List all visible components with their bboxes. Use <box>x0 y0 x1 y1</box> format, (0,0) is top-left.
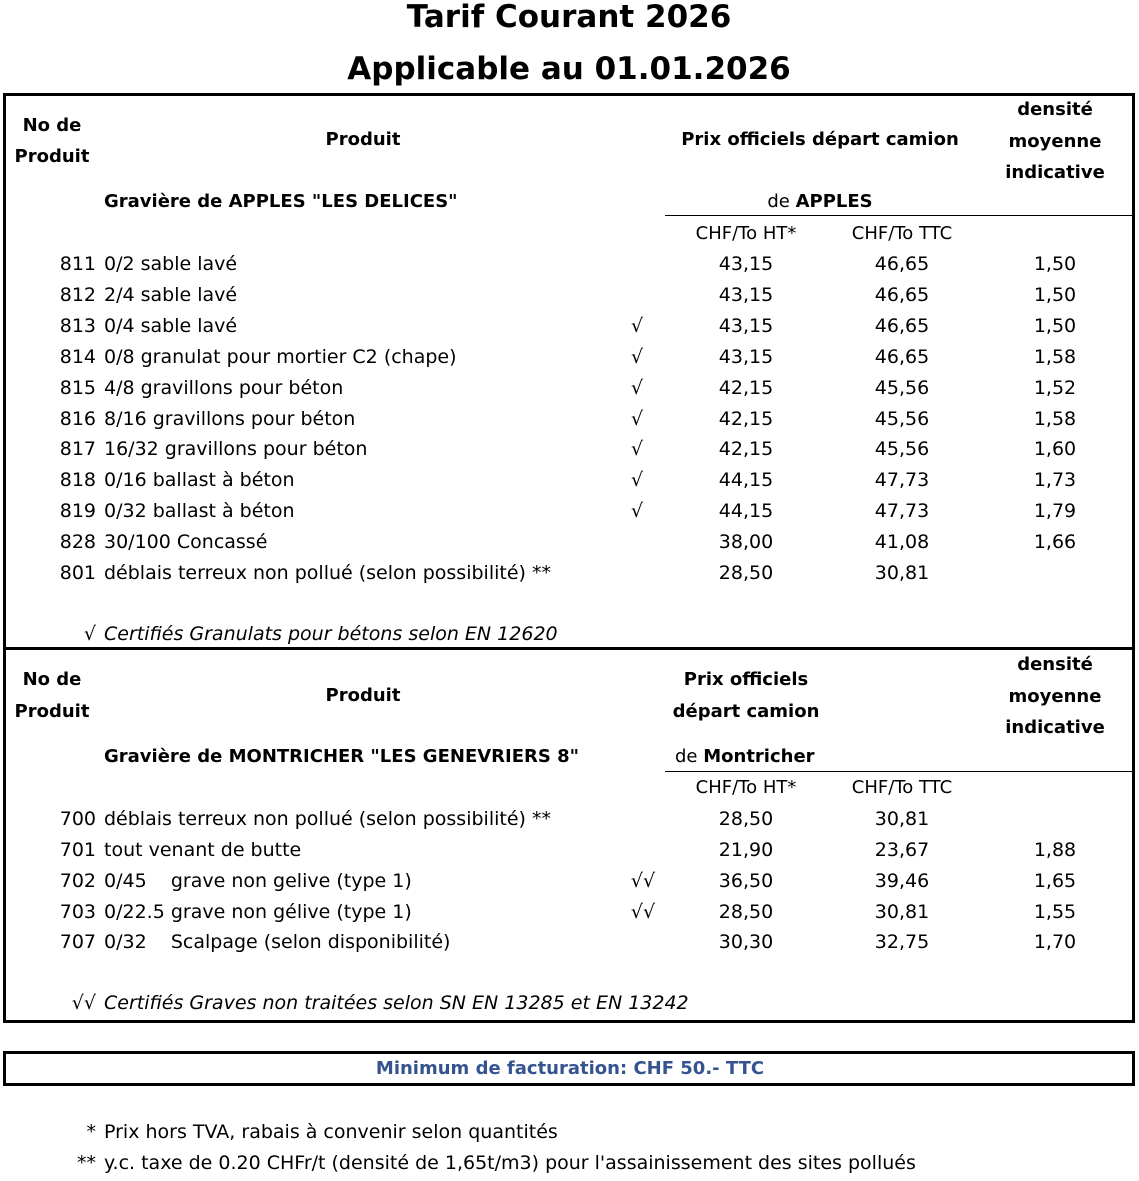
footnote-text: y.c. taxe de 0.20 CHFr/t (densité de 1,65t/m3) pour l'assainissement des sites pollués <box>104 1152 916 1174</box>
density: 1,55 <box>1033 901 1077 923</box>
col-header-density: densité <box>1017 99 1093 120</box>
header-divider <box>665 215 1133 216</box>
col-header-ht: CHF/To HT* <box>695 223 797 244</box>
density: 1,50 <box>1033 253 1077 275</box>
col-header-price: Prix officiels <box>683 669 809 690</box>
price-ttc: 30,81 <box>874 901 930 923</box>
product-number: 703 <box>59 901 96 923</box>
site-name-montricher: Gravière de MONTRICHER "LES GENEVRIERS 8" <box>104 746 580 767</box>
product-name: 16/32 gravillons pour béton <box>104 438 368 460</box>
price-ttc: 39,46 <box>874 870 930 892</box>
product-number: 700 <box>59 808 96 830</box>
certification-mark: √ <box>630 346 644 368</box>
price-ht: 38,00 <box>718 531 774 553</box>
density: 1,50 <box>1033 284 1077 306</box>
certification-mark: √√ <box>630 870 656 892</box>
product-number: 707 <box>59 931 96 953</box>
certification-mark: √ <box>630 500 644 522</box>
density: 1,66 <box>1033 531 1077 553</box>
product-number: 815 <box>59 377 96 399</box>
price-ttc: 45,56 <box>874 377 930 399</box>
density: 1,73 <box>1033 469 1077 491</box>
col-header-density: densité <box>1017 654 1093 675</box>
col-header-no: No de <box>22 115 82 136</box>
price-ht: 28,50 <box>718 808 774 830</box>
price-ht: 43,15 <box>718 253 774 275</box>
footnote-symbol: * <box>86 1121 96 1143</box>
product-name: déblais terreux non pollué (selon possibilité) ** <box>104 808 551 830</box>
header-divider <box>665 771 1133 772</box>
col-header-product: Produit <box>325 129 401 150</box>
price-ttc: 46,65 <box>874 284 930 306</box>
col-header-density-3: indicative <box>1005 162 1105 183</box>
price-ht: 30,30 <box>718 931 774 953</box>
price-ht: 42,15 <box>718 377 774 399</box>
col-header-no-2: Produit <box>14 701 90 722</box>
price-ttc: 41,08 <box>874 531 930 553</box>
price-ttc: 46,65 <box>874 315 930 337</box>
product-number: 818 <box>59 469 96 491</box>
product-name: 8/16 gravillons pour béton <box>104 408 356 430</box>
price-ht: 43,15 <box>718 284 774 306</box>
product-number: 801 <box>59 562 96 584</box>
certification-mark: √ <box>630 469 644 491</box>
product-name: 0/4 sable lavé <box>104 315 238 337</box>
col-header-ttc: CHF/To TTC <box>851 223 953 244</box>
product-number: 819 <box>59 500 96 522</box>
col-header-ttc: CHF/To TTC <box>851 777 953 798</box>
price-origin-prefix: de <box>767 191 790 212</box>
minimum-billing-text: Minimum de facturation: CHF 50.- TTC <box>375 1058 765 1079</box>
price-ht: 36,50 <box>718 870 774 892</box>
density: 1,58 <box>1033 346 1077 368</box>
certification-legend-mark: √ <box>83 623 96 645</box>
density: 1,65 <box>1033 870 1077 892</box>
product-name: 0/22.5 grave non gélive (type 1) <box>104 901 412 923</box>
price-ttc: 46,65 <box>874 253 930 275</box>
product-number: 701 <box>59 839 96 861</box>
certification-legend-mark: √√ <box>71 992 96 1014</box>
price-ht: 42,15 <box>718 408 774 430</box>
col-header-price: Prix officiels départ camion <box>681 129 959 150</box>
price-origin-place: Montricher <box>703 746 815 767</box>
price-origin-place: APPLES <box>795 191 873 212</box>
density: 1,60 <box>1033 438 1077 460</box>
product-name: 30/100 Concassé <box>104 531 268 553</box>
price-ht: 44,15 <box>718 500 774 522</box>
page-subtitle: Applicable au 01.01.2026 <box>347 51 791 87</box>
price-ttc: 46,65 <box>874 346 930 368</box>
certification-mark: √ <box>630 438 644 460</box>
certification-legend: Certifiés Graves non traitées selon SN EN 13285 et EN 13242 <box>104 992 689 1014</box>
price-ttc: 23,67 <box>874 839 930 861</box>
certification-mark: √ <box>630 315 644 337</box>
price-ttc: 30,81 <box>874 808 930 830</box>
col-header-density-2: moyenne <box>1008 131 1102 152</box>
footnote-symbol: ** <box>77 1152 96 1174</box>
col-header-ht: CHF/To HT* <box>695 777 797 798</box>
product-name: 0/32 ballast à béton <box>104 500 295 522</box>
price-ht: 42,15 <box>718 438 774 460</box>
footnote-text: Prix hors TVA, rabais à convenir selon quantités <box>104 1121 558 1143</box>
density: 1,88 <box>1033 839 1077 861</box>
col-header-product: Produit <box>325 685 401 706</box>
price-ht: 44,15 <box>718 469 774 491</box>
col-header-density-2: moyenne <box>1008 686 1102 707</box>
price-ht: 43,15 <box>718 346 774 368</box>
certification-mark: √√ <box>630 901 656 923</box>
price-ttc: 32,75 <box>874 931 930 953</box>
price-ttc: 45,56 <box>874 438 930 460</box>
product-number: 812 <box>59 284 96 306</box>
price-origin-prefix: de <box>675 746 698 767</box>
product-name: 0/2 sable lavé <box>104 253 238 275</box>
price-ht: 43,15 <box>718 315 774 337</box>
product-name: 2/4 sable lavé <box>104 284 238 306</box>
col-header-price-2: départ camion <box>672 701 820 722</box>
product-number: 811 <box>59 253 96 275</box>
certification-mark: √ <box>630 377 644 399</box>
price-ttc: 47,73 <box>874 469 930 491</box>
product-number: 813 <box>59 315 96 337</box>
page-title: Tarif Courant 2026 <box>406 0 732 35</box>
density: 1,50 <box>1033 315 1077 337</box>
col-header-no: No de <box>22 669 82 690</box>
product-name: 0/45 grave non gelive (type 1) <box>104 870 412 892</box>
price-ht: 28,50 <box>718 901 774 923</box>
product-name: déblais terreux non pollué (selon possibilité) ** <box>104 562 551 584</box>
montricher-price-table <box>3 647 1135 1023</box>
price-ht: 21,90 <box>718 839 774 861</box>
product-name: 4/8 gravillons pour béton <box>104 377 344 399</box>
price-ttc: 47,73 <box>874 500 930 522</box>
product-name: 0/16 ballast à béton <box>104 469 295 491</box>
price-ttc: 30,81 <box>874 562 930 584</box>
price-ttc: 45,56 <box>874 408 930 430</box>
density: 1,52 <box>1033 377 1077 399</box>
product-name: tout venant de butte <box>104 839 302 861</box>
price-ht: 28,50 <box>718 562 774 584</box>
product-number: 817 <box>59 438 96 460</box>
product-name: 0/8 granulat pour mortier C2 (chape) <box>104 346 457 368</box>
price-origin <box>675 748 815 766</box>
col-header-no-2: Produit <box>14 146 90 167</box>
site-name-apples: Gravière de APPLES "LES DELICES" <box>104 191 458 212</box>
density: 1,58 <box>1033 408 1077 430</box>
density: 1,70 <box>1033 931 1077 953</box>
product-number: 828 <box>59 531 96 553</box>
product-number: 814 <box>59 346 96 368</box>
density: 1,79 <box>1033 500 1077 522</box>
product-number: 702 <box>59 870 96 892</box>
certification-legend: Certifiés Granulats pour bétons selon EN 12620 <box>104 623 558 645</box>
product-number: 816 <box>59 408 96 430</box>
certification-mark: √ <box>630 408 644 430</box>
price-origin <box>767 193 872 211</box>
product-name: 0/32 Scalpage (selon disponibilité) <box>104 931 451 953</box>
col-header-density-3: indicative <box>1005 717 1105 738</box>
